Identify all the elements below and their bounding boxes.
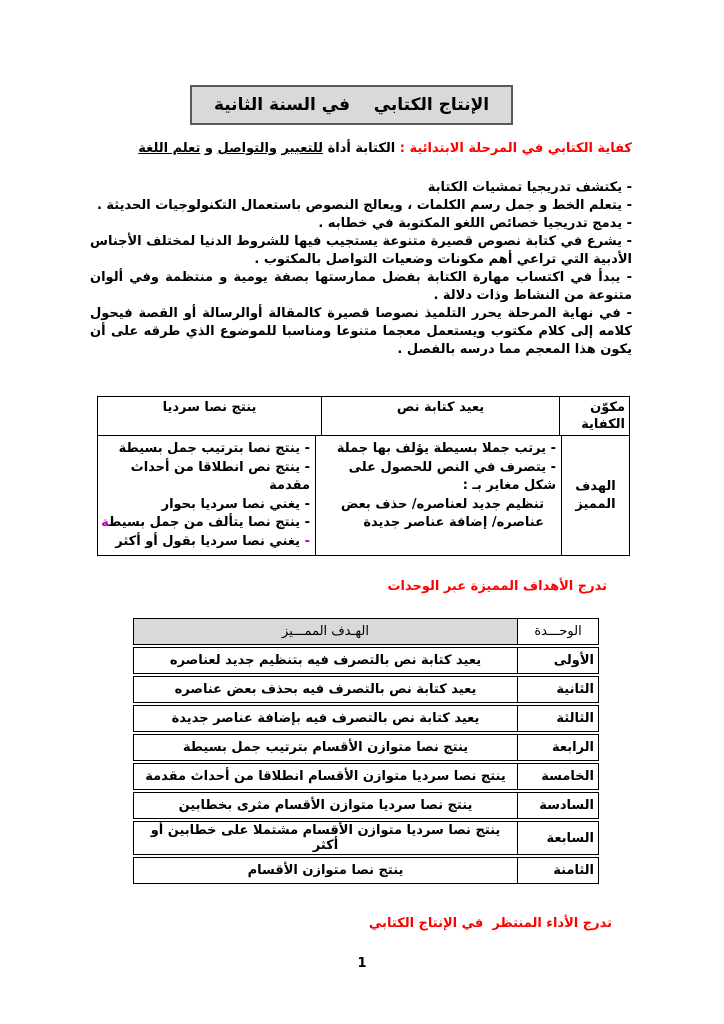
heading-tail-segment: الكتابة أداة (323, 141, 396, 156)
intro-bullet-list (90, 179, 632, 359)
produce-goal-text: - ينتج نصا يتألف من جمل بسيط (109, 515, 310, 530)
page-number: 1 (357, 956, 367, 971)
unit-cell: الأولى (553, 653, 594, 668)
intro-bullet: - يكتشف تدريجيا تمشيات الكتابة (427, 180, 632, 195)
produce-goal-item: - يغني نصا سرديا بحوار (161, 496, 310, 512)
competency-table-header-produce: ينتج نصا سرديا (98, 397, 322, 435)
rewrite-goal-item: تنظيم جديد لعناصره/ حذف بعض عناصره/ إضافة عناصر جديدة (340, 496, 544, 530)
unit-cell: السادسة (539, 798, 594, 813)
table-row (133, 792, 599, 819)
unit-cell: السابعة (546, 830, 594, 846)
units-table-header-goal: الهـدف الممـــيز (134, 619, 518, 644)
competency-table-body-row (98, 436, 629, 555)
table-row (133, 857, 599, 884)
section-heading-goals-progression: تدرج الأهداف المميزة عبر الوحدات (387, 579, 607, 594)
intro-bullet: - يشرع في كتابة نصوص قصيرة متنوعة يستجيب فيها للشروط الدنيا لمختلف الأجناس الأدبية التي تراعي أهم مكونات وضعيات التواصل بالمكتوب . (90, 234, 632, 267)
competency-row-label-text: الهدف المميز (575, 478, 616, 512)
produce-goal-item (101, 533, 310, 552)
competency-row-label (562, 436, 629, 555)
units-table-header-row (133, 618, 599, 645)
intro-bullet: - يدمج تدريجيا خصائص اللغو المكتوبة في خطابه . (318, 216, 632, 231)
magenta-letter: ة (101, 515, 110, 530)
rewrite-goal-item: - يرتب جملا بسيطة يؤلف بها جملة (336, 441, 556, 456)
document-title: الإنتاج الكتابي في السنة الثانية (213, 95, 490, 115)
unit-cell: الثانية (556, 682, 594, 697)
table-row (133, 734, 599, 761)
table-row (133, 705, 599, 732)
competency-table-header-row (98, 397, 629, 436)
competency-heading (88, 139, 632, 159)
goal-cell: ينتج نصا متوازن الأقسام بترتيب جمل بسيطة (134, 735, 518, 760)
goal-cell: ينتج نصا سرديا متوازن الأقسام مشتملا على خطابين أو أكثر (134, 822, 518, 854)
units-table-header-unit: الوحـــدة (518, 619, 598, 644)
goal-cell: ينتج نصا سرديا متوازن الأقسام انطلاقا من أحداث مقدمة (134, 764, 518, 789)
table-row (133, 763, 599, 790)
intro-bullet: - يبدأ في اكتساب مهارة الكتابة بفضل ممارستها بصفة يومية و منتظمة وفي ألوان متنوعة من النشاط وذات دلالة . (90, 270, 632, 303)
intro-bullet: - يتعلم الخط و جمل رسم الكلمات ، ويعالج النصوص باستعمال التكنولوجيات الحديثة . (96, 198, 632, 213)
produce-goal-text: يغني نصا سرديا بقول أو أكثر (115, 533, 305, 549)
table-row (133, 676, 599, 703)
competency-heading-label: كفاية الكتابي في المرحلة الابتدائية : (395, 141, 632, 156)
heading-tail-underlined: للتعبير (281, 141, 324, 156)
produce-goal-item: - ينتج نصا بترتيب جمل بسيطة (118, 441, 310, 456)
competency-table-header-rewrite: يعيد كتابة نص (322, 397, 560, 435)
produce-goal-item: - ينتج نص انطلاقا من أحداث مقدمة (130, 459, 310, 493)
rewrite-goal-item: - يتصرف في النص للحصول على شكل مغاير بـ : (348, 459, 556, 493)
heading-tail-underlined: تعلم اللغة (138, 141, 201, 156)
document-title-box (190, 85, 513, 125)
unit-cell: الثامنة (553, 863, 594, 878)
goal-cell: يعيد كتابة نص بالتصرف فيه بإضافة عناصر جديدة (134, 706, 518, 731)
intro-bullet: - في نهاية المرحلة يحرر التلميذ نصوصا قصيرة كالمقالة أوالرسالة أو القصة فيحول كلامه إلى كلام مكتوب ويستعمل معجما متنوعا ومناسبا للموضوع الذي طرقه على أن يكون هذا المعجم مما درسه بالفصل . (90, 306, 632, 357)
competency-table (97, 396, 630, 556)
goal-cell: يعيد كتابة نص بالتصرف فيه بحذف بعض عناصره (134, 677, 518, 702)
heading-tail-segment: و (200, 141, 218, 156)
competency-table-header-component: مكوّن الكفاية (581, 400, 625, 432)
section-heading-performance-progression: تدرج الأداء المنتظر في الإنتاج الكتابي (368, 916, 612, 931)
table-row (133, 647, 599, 674)
unit-cell: الثالثة (556, 711, 594, 726)
produce-goal-item (101, 514, 310, 533)
goal-cell: يعيد كتابة نص بالتصرف فيه بتنظيم جديد لعناصره (134, 648, 518, 673)
heading-tail-underlined: والتواصل (217, 141, 277, 156)
goal-cell: ينتج نصا متوازن الأقسام (134, 858, 518, 883)
table-row (133, 821, 599, 855)
goal-cell: ينتج نصا سرديا متوازن الأقسام مثرى بخطابين (134, 793, 518, 818)
rewrite-goals-cell (316, 436, 562, 555)
unit-cell: الخامسة (541, 769, 594, 784)
units-table (133, 618, 599, 884)
unit-cell: الرابعة (552, 740, 594, 755)
produce-goals-cell (98, 436, 316, 555)
magenta-dash: - (304, 533, 310, 549)
